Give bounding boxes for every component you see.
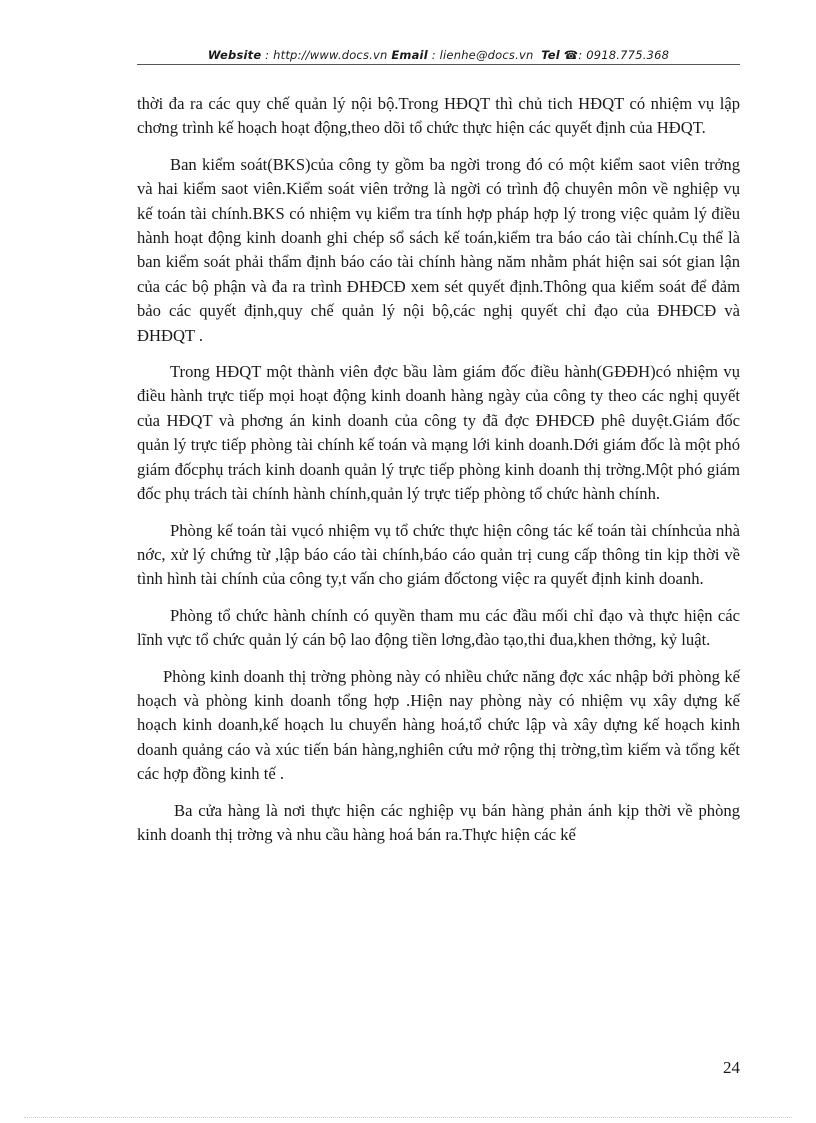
email-value[interactable]: lienhe@docs.vn [439,48,534,62]
paragraph: Phòng tổ chức hành chính có quyền tham mu các đầu mối chỉ đạo và thực hiện các lĩnh vực tổ chức quản lý cán bộ lao động tiền lơng,đào tạo,thi đua,khen thởng, kỷ luật. [137,605,740,650]
paragraph: thời đa ra các quy chế quản lý nội bộ.Trong HĐQT thì chủ tich HĐQT có nhiệm vụ lập chơng trình kế hoạch hoạt động,theo dõi tổ chức thực hiện các quyết định của HĐQT. [137,94,740,138]
paragraph: Ba cửa hàng là nơi thực hiện các nghiệp vụ bán hàng phản ánh kịp thời về phòng kinh doanh thị trờng và nhu cầu hàng hoá bán ra.Thực hiện các kế [137,800,740,844]
website-label: Website [207,48,262,62]
email-label: Email [391,48,428,62]
tel-label: Tel [541,48,560,62]
phone-icon: ☎ [563,48,579,62]
tel-value: 0918.775.368 [586,48,670,62]
page-bottom-divider [24,1117,792,1118]
paragraph: Ban kiểm soát(BKS)của công ty gồm ba ngời trong đó có một kiểm saot viên trởng và hai kiểm saot viên.Kiểm soát viên trởng là ngời có trình độ chuyên môn về nghiệp vụ kế toán tài chính.BKS có nhiệm vụ kiểm tra tính hợp pháp hợp lý trong việc quảm lý điều hành hoạt động kinh doanh ghi chép sổ sách kế toán,kiểm tra báo cáo tài chính.Cụ thể là ban kiểm soát phải thẩm định báo cáo tài chính hàng năm nhằm phát hiện sai sót gian lận của các bộ phận và đa ra trình ĐHĐCĐ xem sét quyết định.Thông qua kiểm soát để đảm bảo các quyết định,quy chế quản lý nội bộ,các nghị quyết chỉ đạo của ĐHĐCĐ và ĐHĐQT . [137,154,740,345]
paragraph: Phòng kinh doanh thị trờng phòng này có nhiều chức năng đợc xác nhập bởi phòng kế hoạch và phòng kinh doanh tổng hợp .Hiện nay phòng này có nhiệm vụ xây dựng kế hoạch kinh doanh,kế hoạch lu chuyển hàng hoá,tổ chức lập và xây dựng kế hoạch kinh doanh quảng cáo và xúc tiến bán hàng,nghiên cứu mở rộng thị trờng,tìm kiếm và tổng kết các hợp đồng kinh tế . [137,666,740,784]
document-body [137,92,740,859]
header-divider [137,64,740,65]
page-header: Website : http://www.docs.vn Email : lienhe@docs.vn Tel ☎: 0918.775.368 [207,48,670,62]
paragraph: Phòng kế toán tài vụcó nhiệm vụ tổ chức thực hiện công tác kế toán tài chínhcủa nhà nớc, xử lý chứng từ ,lập báo cáo tài chính,báo cáo quản trị cung cấp thông tin kịp thời về tình hình tài chính của công ty,t vấn cho giám đốctong việc ra quyết định kinh doanh. [137,520,740,589]
page-number: 24 [723,1058,740,1077]
paragraph: Trong HĐQT một thành viên đợc bầu làm giám đốc điều hành(GĐĐH)có nhiệm vụ điều hành trực tiếp mọi hoạt động kinh doanh hàng ngày của công ty theo các nghị quyết của HĐQT và phơng án kinh doanh của công ty đã đợc ĐHĐCĐ phê duyệt.Giám đốc quản lý trực tiếp phòng tài chính kế toán và mạng lới kinh doanh.Dới giám đốc là một phó giám đốcphụ trách kinh doanh quản lý trực tiếp phòng kinh doanh thị trờng.Một phó giám đốc phụ trách tài chính hành chính,quản lý trực tiếp phòng tổ chức hành chính. [137,362,740,504]
website-url[interactable]: http://www.docs.vn [273,48,388,62]
